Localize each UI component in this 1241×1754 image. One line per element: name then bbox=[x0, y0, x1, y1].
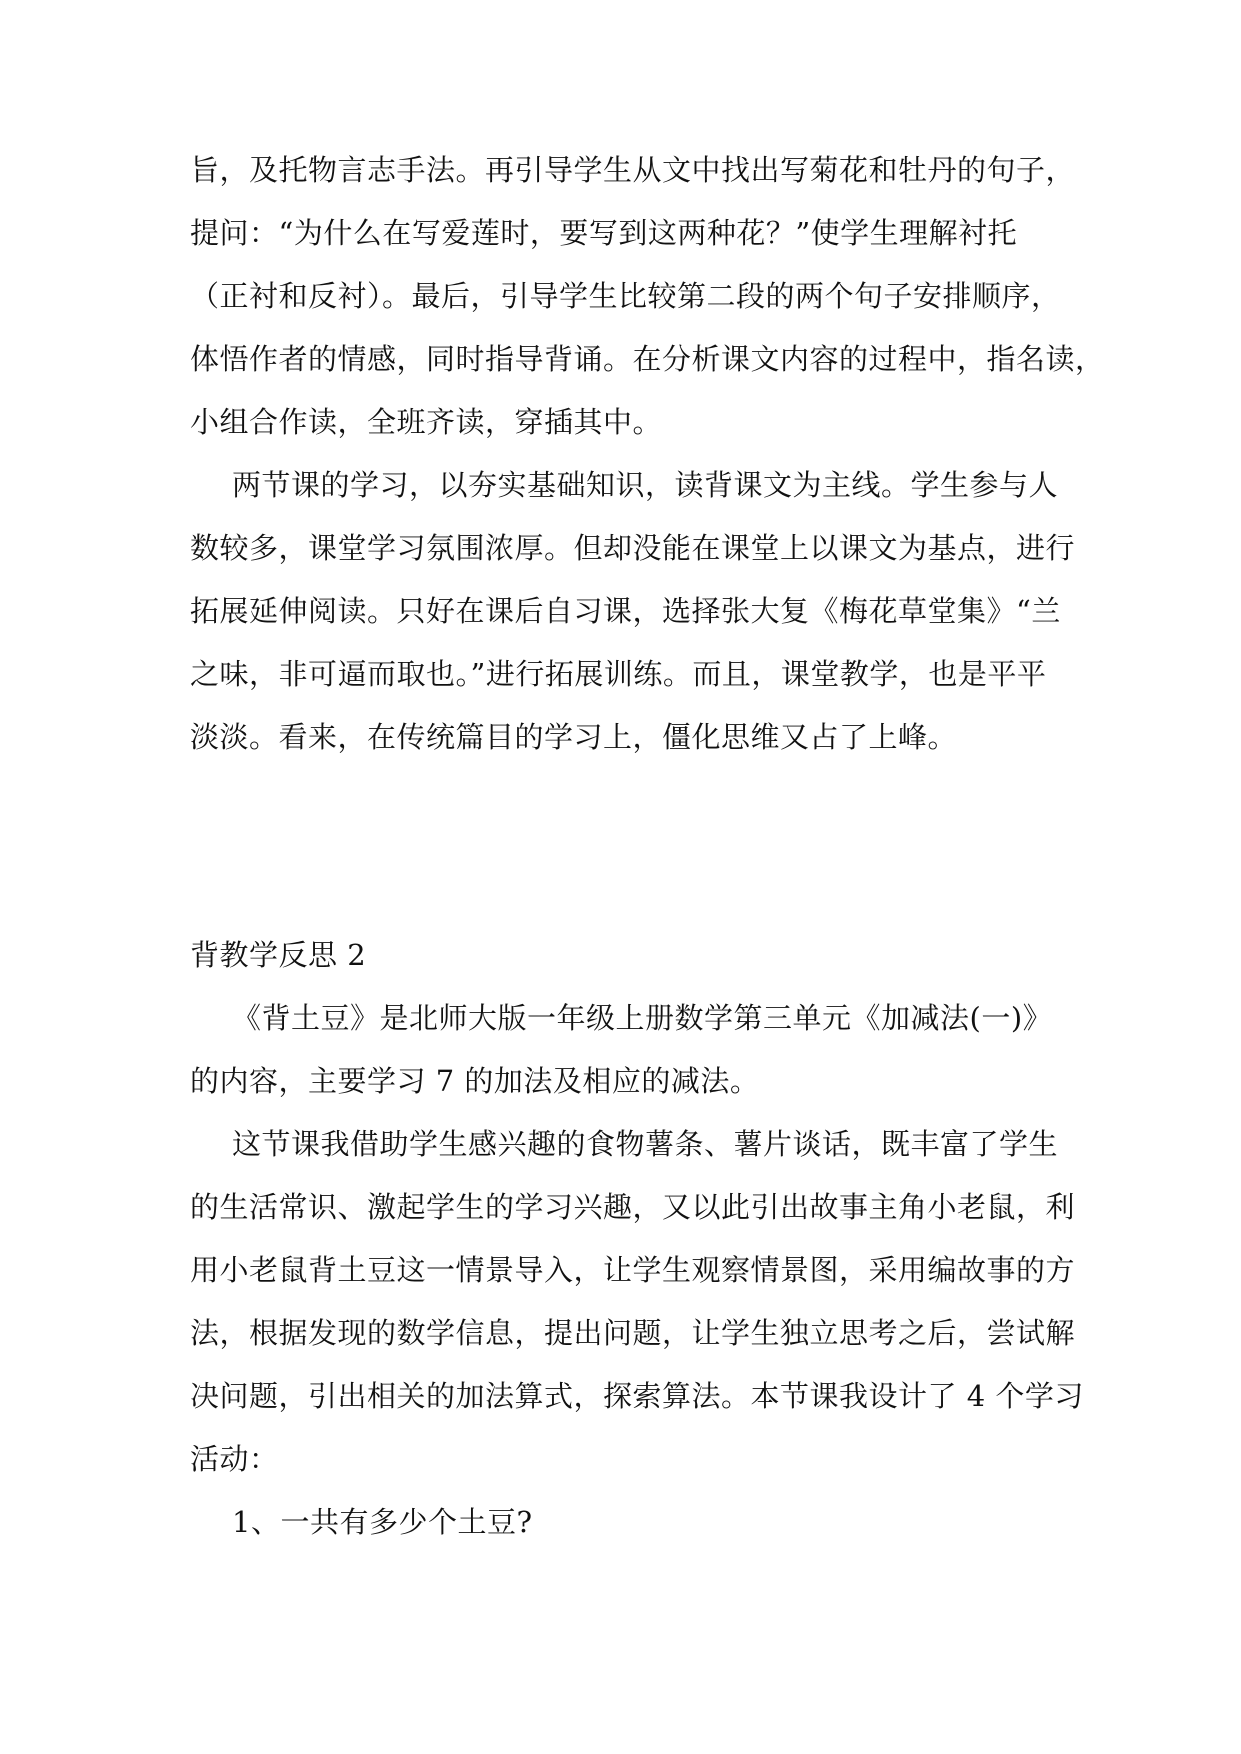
paragraph-line: 《背土豆》是北师大版一年级上册数学第三单元《加减法(一)》 bbox=[232, 1001, 1053, 1035]
paragraph-line: 拓展延伸阅读。只好在课后自习课，选择张大复《梅花草堂集》“兰 bbox=[190, 594, 1061, 628]
paragraph-line: 的内容，主要学习 7 的加法及相应的减法。 bbox=[190, 1064, 760, 1098]
paragraph-line: 法，根据发现的数学信息，提出问题，让学生独立思考之后，尝试解 bbox=[190, 1316, 1076, 1350]
paragraph-line: 决问题，引出相关的加法算式，探索算法。本节课我设计了 4 个学习 bbox=[190, 1379, 1084, 1413]
paragraph-line: 的生活常识、激起学生的学习兴趣，又以此引出故事主角小老鼠，利 bbox=[190, 1190, 1076, 1224]
paragraph-line: 旨，及托物言志手法。再引导学生从文中找出写菊花和牡丹的句子， bbox=[190, 153, 1076, 187]
paragraph-line: （正衬和反衬）。最后，引导学生比较第二段的两个句子安排顺序， bbox=[190, 279, 1061, 313]
paragraph-line: 两节课的学习，以夯实基础知识，读背课文为主线。学生参与人 bbox=[232, 468, 1059, 502]
paragraph-line: 活动： bbox=[190, 1442, 279, 1476]
paragraph-line: 提问：“为什么在写爱莲时，要写到这两种花？”使学生理解衬托 bbox=[190, 216, 1018, 250]
list-item: 1、一共有多少个土豆? bbox=[232, 1505, 533, 1539]
paragraph-line: 体悟作者的情感，同时指导背诵。在分析课文内容的过程中，指名读， bbox=[190, 342, 1105, 376]
paragraph-line: 数较多，课堂学习氛围浓厚。但却没能在课堂上以课文为基点，进行 bbox=[190, 531, 1076, 565]
paragraph-line: 这节课我借助学生感兴趣的食物薯条、薯片谈话，既丰富了学生 bbox=[232, 1127, 1059, 1161]
paragraph-line: 小组合作读，全班齐读，穿插其中。 bbox=[190, 405, 663, 439]
paragraph-line: 用小老鼠背土豆这一情景导入，让学生观察情景图，采用编故事的方 bbox=[190, 1253, 1076, 1287]
paragraph-line: 之味，非可逼而取也。”进行拓展训练。而且，课堂教学，也是平平 bbox=[190, 657, 1047, 691]
section-heading: 背教学反思 2 bbox=[190, 938, 367, 972]
paragraph-line: 淡淡。看来，在传统篇目的学习上，僵化思维又占了上峰。 bbox=[190, 720, 958, 754]
